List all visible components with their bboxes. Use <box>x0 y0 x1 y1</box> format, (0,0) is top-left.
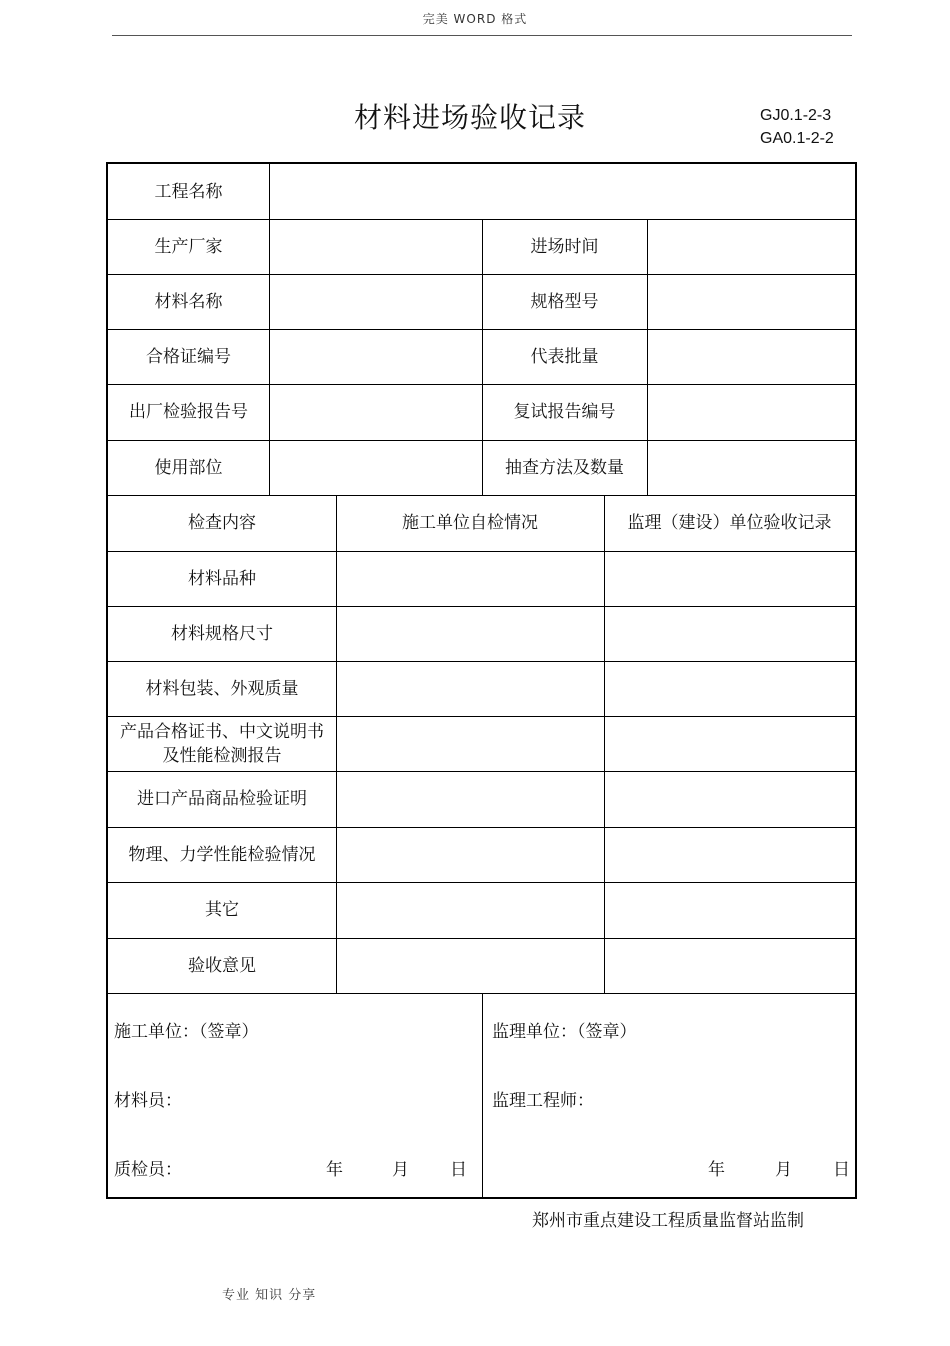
project-name-label: 工程名称 <box>154 181 223 202</box>
check-supervision-field[interactable] <box>604 551 855 606</box>
check-row-label: 物理、力学性能检验情况 <box>128 844 316 865</box>
col-divider <box>482 993 483 1197</box>
check-row-label: 验收意见 <box>188 955 256 976</box>
form-code-1: GJ0.1-2-3 <box>760 107 832 124</box>
sampling-field[interactable] <box>647 440 855 495</box>
retest-report-label: 复试报告编号 <box>513 402 616 422</box>
construction-unit-label: 施工单位：（签章） <box>114 1022 259 1042</box>
supervision-engineer-label: 监理工程师： <box>492 1091 594 1111</box>
usage-part-field[interactable] <box>269 440 482 495</box>
header-rule <box>112 35 852 36</box>
left-month-label: 月 <box>392 1160 409 1180</box>
material-staff-label: 材料员： <box>114 1091 182 1111</box>
spec-model-field[interactable] <box>647 274 855 329</box>
batch-label: 代表批量 <box>530 346 599 367</box>
check-supervision-field[interactable] <box>604 882 855 938</box>
entry-time-label: 进场时间 <box>530 236 599 257</box>
acceptance-form <box>106 162 857 1199</box>
manufacturer-label: 生产厂家 <box>154 236 223 257</box>
project-name-field[interactable] <box>269 164 855 219</box>
check-supervision-field[interactable] <box>604 716 855 771</box>
inspector-label: 质检员： <box>114 1160 182 1180</box>
check-row-label: 材料品种 <box>188 568 256 589</box>
form-code-2: GA0.1-2-2 <box>760 130 834 147</box>
right-year-label: 年 <box>708 1160 725 1180</box>
check-row-label: 其它 <box>205 900 239 920</box>
entry-time-field[interactable] <box>647 219 855 274</box>
check-supervision-field[interactable] <box>604 606 855 661</box>
left-day-label: 日 <box>450 1160 467 1180</box>
page-header: 完美 WORD 格式 <box>422 12 528 26</box>
check-self-field[interactable] <box>336 716 604 771</box>
sampling-label: 抽查方法及数量 <box>505 457 624 478</box>
check-self-field[interactable] <box>336 606 604 661</box>
check-self-field[interactable] <box>336 771 604 827</box>
form-footer: 郑州市重点建设工程质量监督站监制 <box>532 1211 804 1231</box>
factory-report-field[interactable] <box>269 384 482 440</box>
material-name-label: 材料名称 <box>154 291 223 312</box>
check-row-label: 产品合格证书、中文说明书及性能检测报告 <box>120 721 324 766</box>
check-supervision-field[interactable] <box>604 827 855 882</box>
check-supervision-field[interactable] <box>604 661 855 716</box>
cert-no-label: 合格证编号 <box>146 346 231 367</box>
check-self-field[interactable] <box>336 827 604 882</box>
check-row-label: 材料规格尺寸 <box>171 623 273 644</box>
cert-no-field[interactable] <box>269 329 482 384</box>
usage-part-label: 使用部位 <box>154 457 223 478</box>
check-header-content: 检查内容 <box>188 513 256 533</box>
check-supervision-field[interactable] <box>604 938 855 993</box>
form-title: 材料进场验收记录 <box>353 101 586 134</box>
check-header-supervision: 监理（建设）单位验收记录 <box>627 513 832 533</box>
material-name-field[interactable] <box>269 274 482 329</box>
right-day-label: 日 <box>833 1160 850 1180</box>
check-row-label: 材料包装、外观质量 <box>145 678 299 699</box>
left-year-label: 年 <box>326 1160 343 1180</box>
check-header-self: 施工单位自检情况 <box>402 513 538 533</box>
check-self-field[interactable] <box>336 661 604 716</box>
page-footer: 专业 知识 分享 <box>222 1288 317 1303</box>
check-supervision-field[interactable] <box>604 771 855 827</box>
retest-report-field[interactable] <box>647 384 855 440</box>
factory-report-label: 出厂检验报告号 <box>129 402 248 422</box>
check-row-label: 进口产品商品检验证明 <box>137 789 307 809</box>
supervision-unit-label: 监理单位：（签章） <box>492 1022 637 1042</box>
batch-field[interactable] <box>647 329 855 384</box>
manufacturer-field[interactable] <box>269 219 482 274</box>
check-self-field[interactable] <box>336 551 604 606</box>
check-self-field[interactable] <box>336 938 604 993</box>
right-month-label: 月 <box>775 1160 792 1180</box>
check-self-field[interactable] <box>336 882 604 938</box>
spec-model-label: 规格型号 <box>530 291 599 312</box>
